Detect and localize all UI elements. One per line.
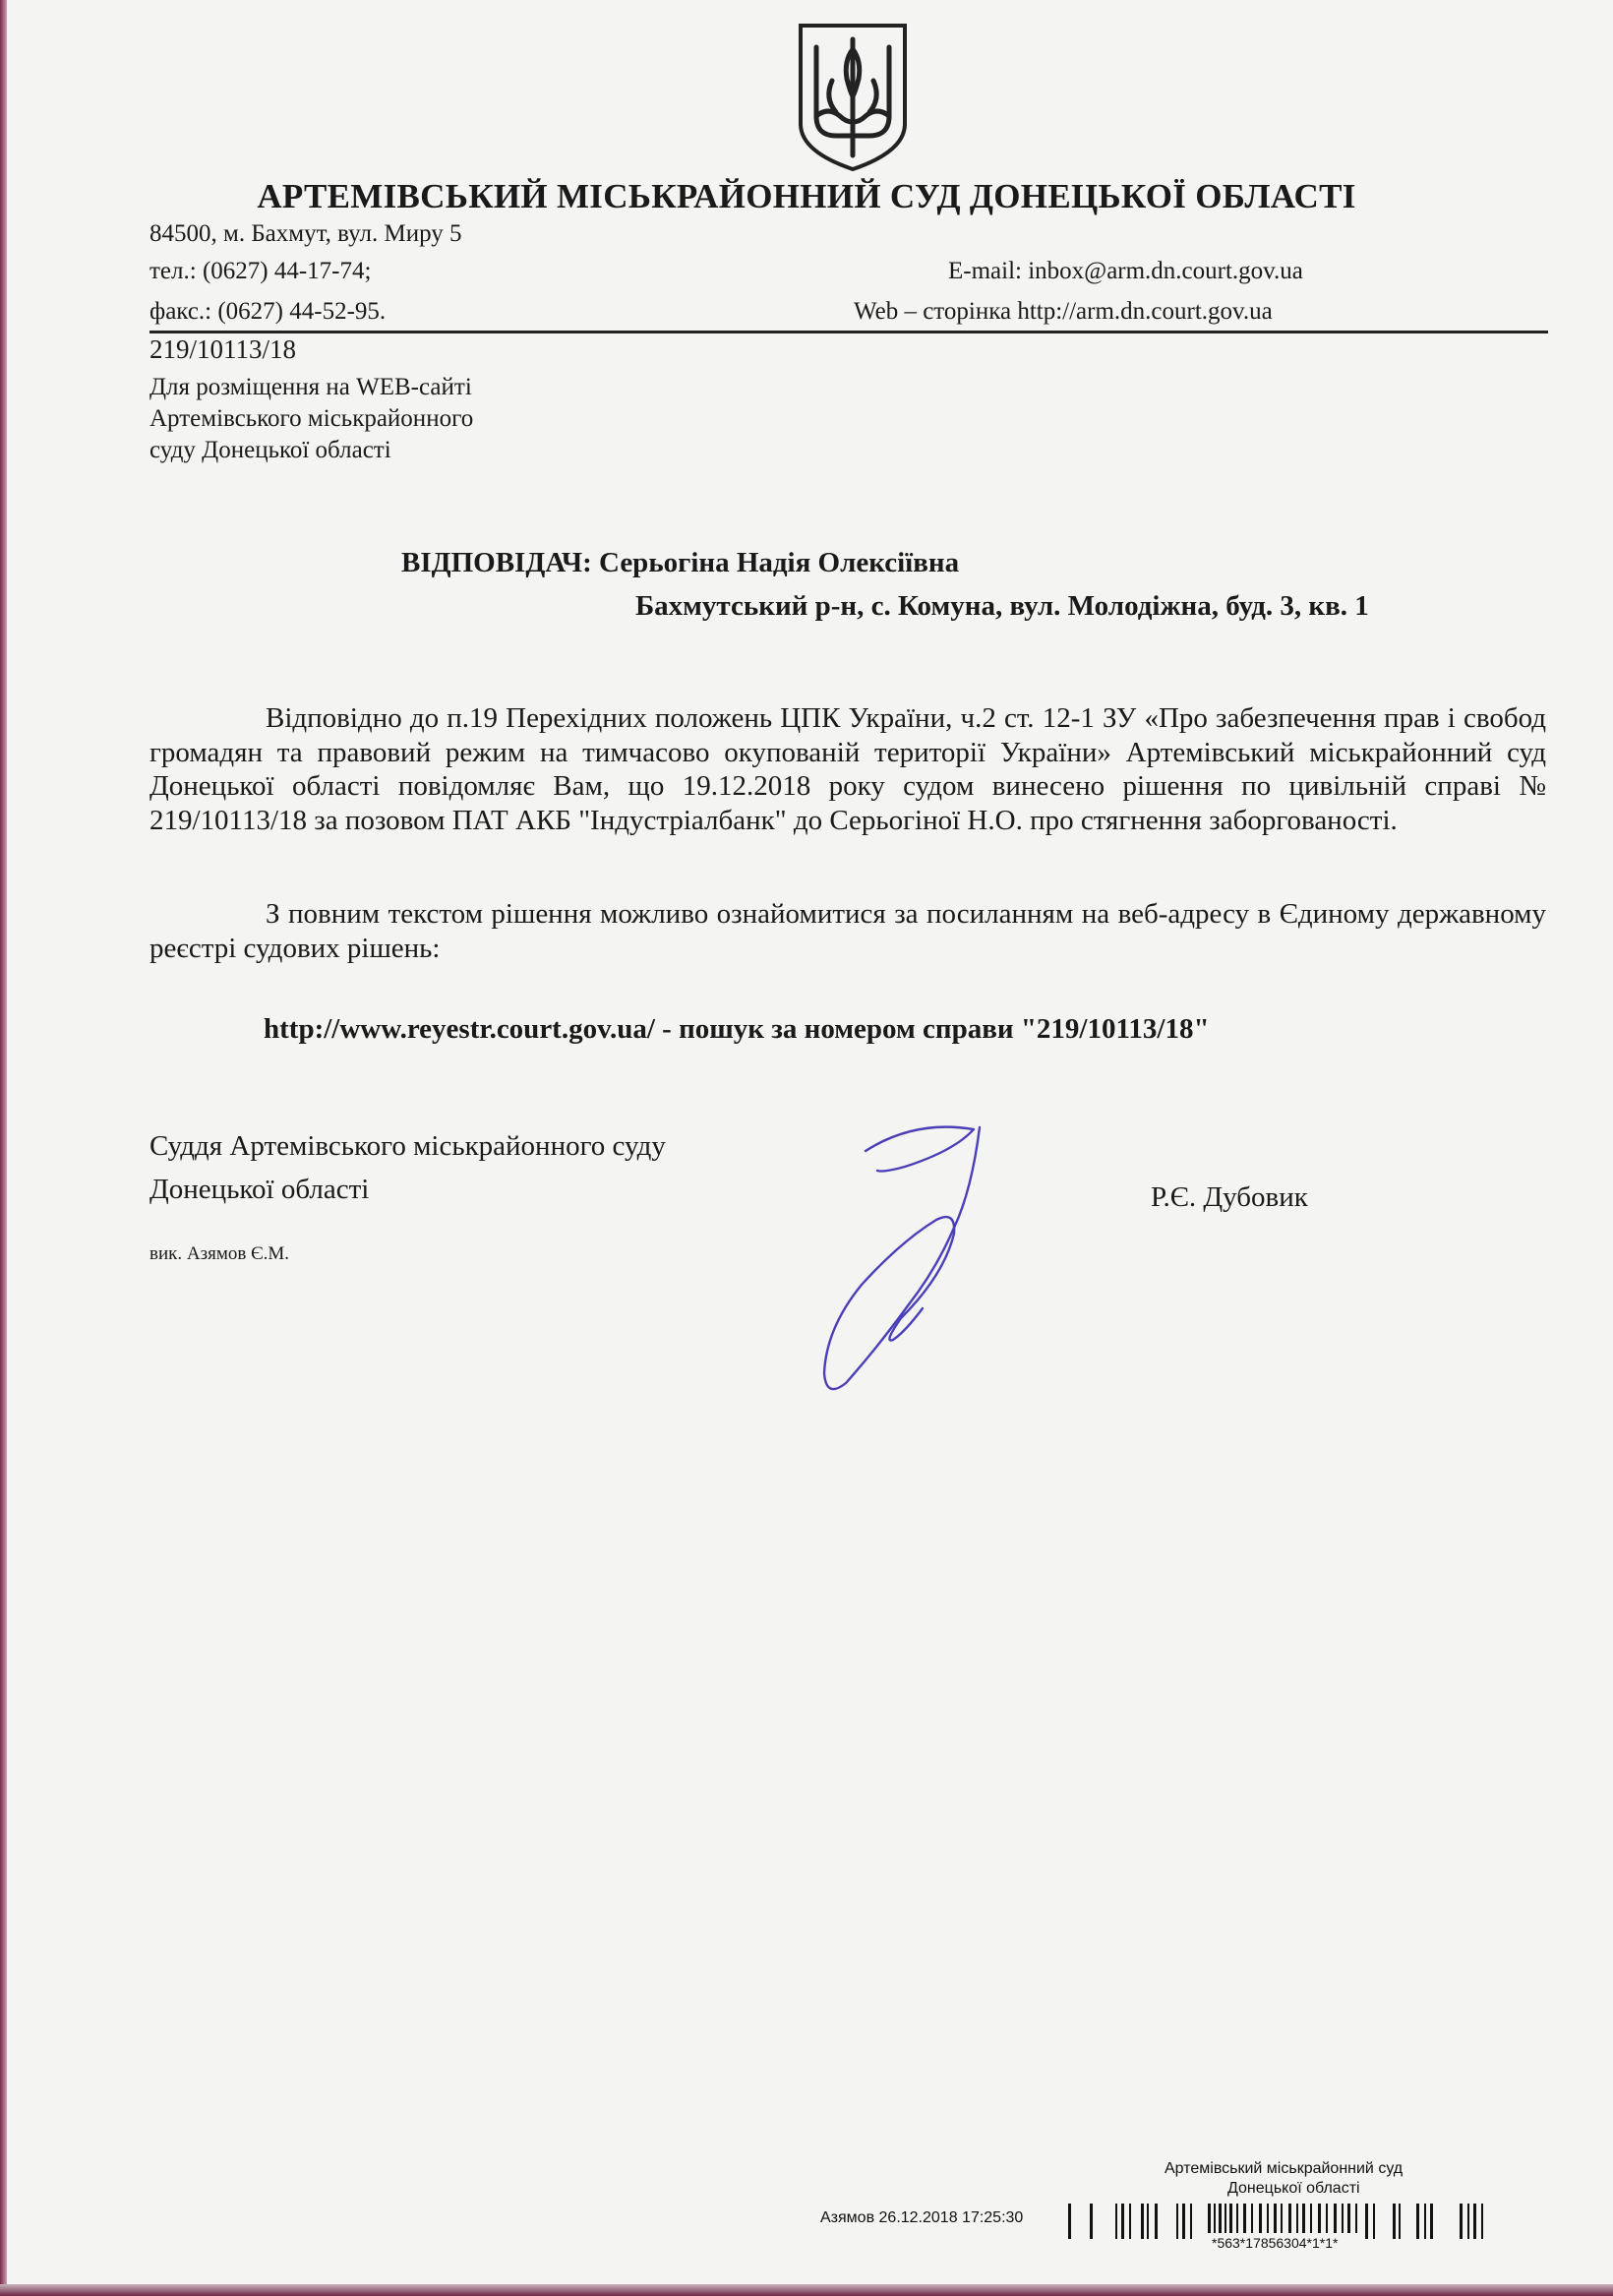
- defendant-line: [401, 547, 959, 579]
- registry-link[interactable]: http://www.reyestr.court.gov.ua/ - пошук за номером справи "219/10113/18": [264, 1013, 1210, 1045]
- court-email: E-mail: inbox@arm.dn.court.gov.ua: [948, 258, 1303, 284]
- court-web: Web – сторінка http://arm.dn.court.gov.ua: [854, 298, 1273, 325]
- defendant-name: Серьогіна Надія Олексіївна: [599, 547, 960, 578]
- barcode-icon: [1068, 2204, 1538, 2239]
- placement-note-line: Артемівського міськрайонного: [149, 405, 474, 432]
- stamp-registration: Азямов 26.12.2018 17:25:30: [820, 2209, 1024, 2226]
- placement-note: [149, 372, 473, 466]
- judge-title: [149, 1124, 666, 1211]
- header-divider: [149, 331, 1548, 333]
- defendant-label: ВІДПОВІДАЧ:: [401, 547, 592, 578]
- scan-edge-bottom: [0, 2284, 1613, 2296]
- notice-paragraph: Відповідно до п.19 Перехідних положень ЦПК України, ч.2 ст. 12-1 ЗУ «Про забезпечення прав і свобод громадян та правовий режим на тимчасово окупованій території України» Артемівський міськрайонний суд Донецької області повідомляє Вам, що 19.12.2018 року судом винесено рішення по цивільній справі № 219/10113/18 за позовом ПАТ АКБ "Індустріалбанк" до Серьогіної Н.О. про стягнення заборгованості.: [149, 702, 1546, 836]
- court-phone: тел.: (0627) 44-17-74;: [149, 258, 372, 284]
- barcode-text: *563*17856304*1*1*: [1212, 2235, 1339, 2251]
- stamp-court-line: Артемівський міськрайонний суд: [1165, 2160, 1404, 2177]
- judge-name: Р.Є. Дубовик: [1151, 1181, 1308, 1213]
- trident-emblem-icon: [793, 22, 913, 173]
- handwritten-signature: [806, 1112, 1003, 1407]
- placement-note-line: Для розміщення на WEB-сайті: [149, 374, 472, 400]
- court-fax: факс.: (0627) 44-52-95.: [149, 298, 387, 325]
- executor: вик. Азямов Є.М.: [149, 1243, 290, 1264]
- court-address: 84500, м. Бахмут, вул. Миру 5: [149, 220, 462, 247]
- court-name: АРТЕМІВСЬКИЙ МІСЬКРАЙОННИЙ СУД ДОНЕЦЬКОЇ ОБЛАСТІ: [257, 177, 1356, 215]
- placement-note-line: суду Донецької області: [149, 437, 391, 463]
- judge-title-line: Суддя Артемівського міськрайонного суду: [149, 1130, 666, 1162]
- case-number: 219/10113/18: [149, 334, 297, 364]
- registry-paragraph: З повним текстом рішення можливо ознайомитися за посиланням на веб-адресу в Єдиному державному реєстрі судових рішень:: [149, 898, 1546, 964]
- judge-title-line: Донецької області: [149, 1174, 370, 1205]
- defendant-address: Бахмутський р-н, с. Комуна, вул. Молодіжна, буд. 3, кв. 1: [635, 590, 1369, 622]
- stamp-region-line: Донецької області: [1227, 2180, 1360, 2197]
- scan-edge-left: [0, 0, 7, 2296]
